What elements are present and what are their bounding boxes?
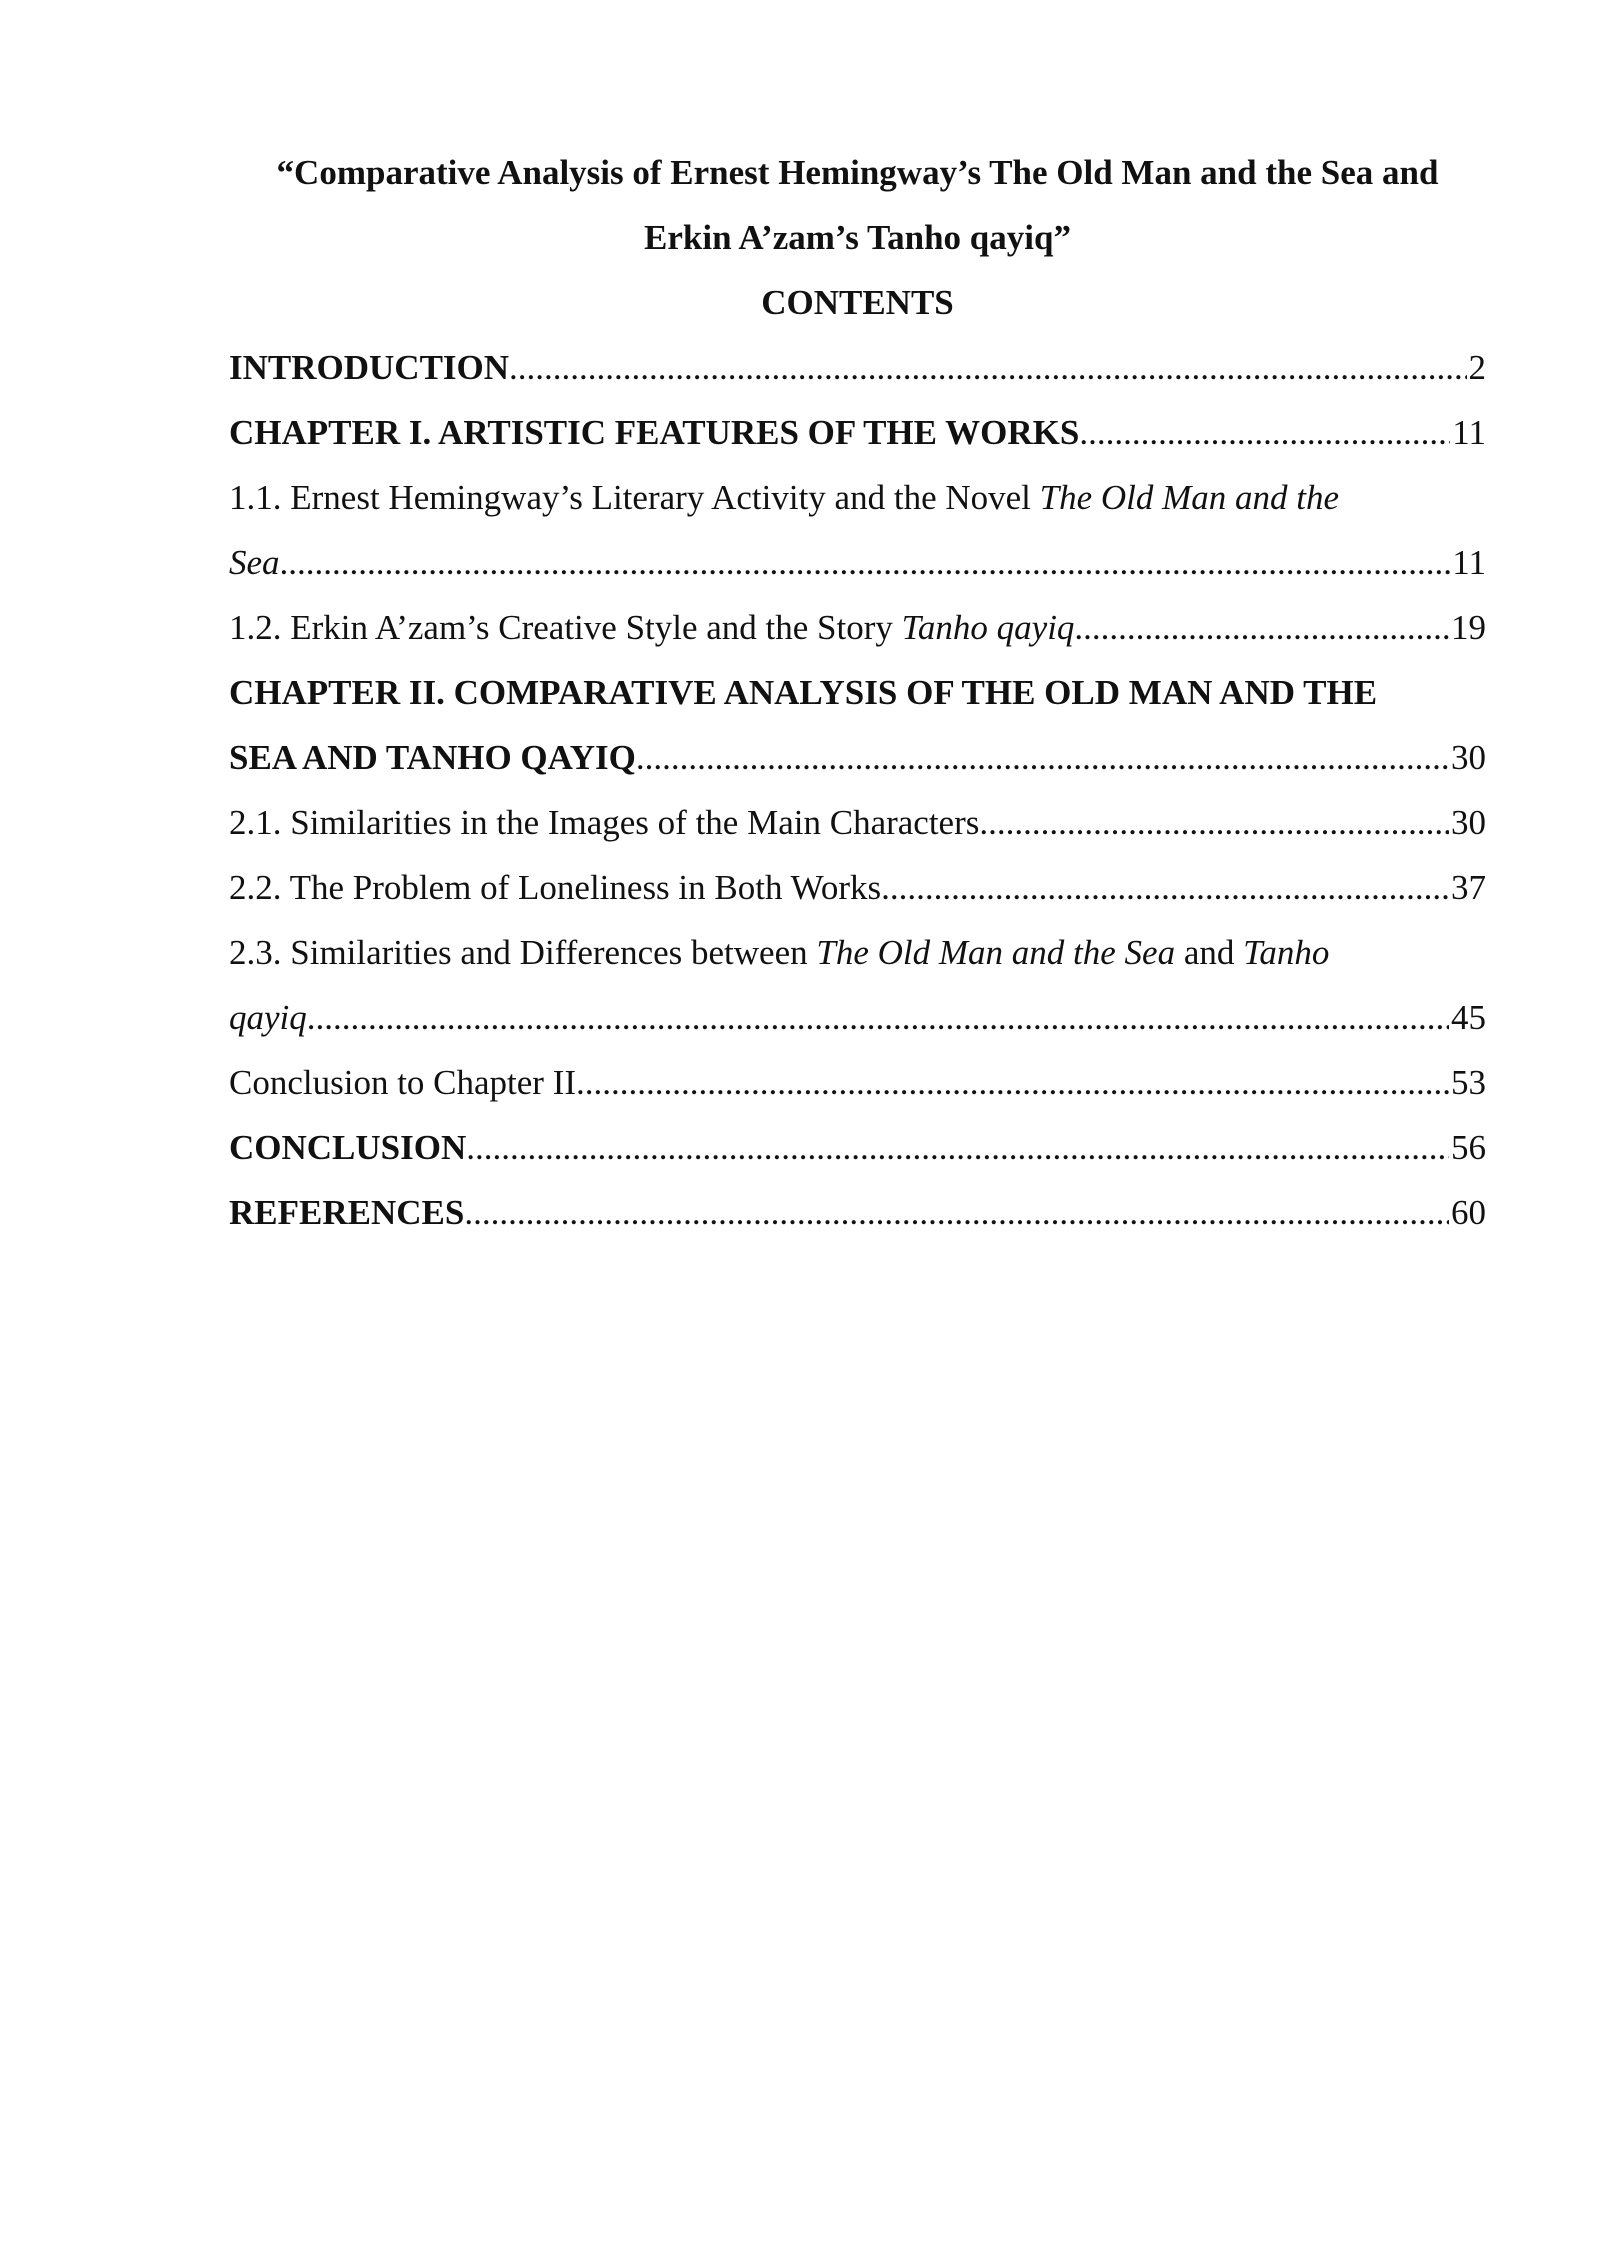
toc-entry-label: 1.1. Ernest Hemingway’s Literary Activity and the Novel bbox=[229, 478, 1040, 517]
table-of-contents bbox=[229, 335, 1486, 1245]
toc-entry-chapter-1[interactable] bbox=[229, 400, 1486, 465]
toc-page-number: 56 bbox=[1451, 1128, 1486, 1167]
toc-entry-section-2-3[interactable] bbox=[229, 920, 1486, 1050]
toc-entry-conclusion-chapter-2[interactable] bbox=[229, 1050, 1486, 1115]
dot-leader bbox=[464, 1180, 1449, 1245]
toc-page-number: 2 bbox=[1468, 348, 1486, 387]
toc-entry-italic-title: Sea bbox=[229, 543, 280, 582]
toc-entry-section-2-1[interactable] bbox=[229, 790, 1486, 855]
toc-entry-italic-title: Tanho qayiq bbox=[901, 608, 1075, 647]
dot-leader bbox=[280, 530, 1451, 595]
toc-entry-first-line bbox=[229, 920, 1486, 985]
toc-page-number: 19 bbox=[1451, 608, 1486, 647]
toc-entry-section-1-2[interactable] bbox=[229, 595, 1486, 660]
toc-page-number: 11 bbox=[1452, 413, 1486, 452]
dot-leader bbox=[466, 1115, 1449, 1180]
toc-page-number: 11 bbox=[1452, 543, 1486, 582]
toc-entry-section-1-1[interactable] bbox=[229, 465, 1486, 595]
toc-page-number: 37 bbox=[1451, 868, 1486, 907]
toc-entry-references[interactable] bbox=[229, 1180, 1486, 1245]
toc-page-number: 60 bbox=[1451, 1193, 1486, 1232]
toc-page-number: 30 bbox=[1451, 803, 1486, 842]
toc-entry-label bbox=[229, 595, 1074, 660]
toc-entry-first-line bbox=[229, 465, 1486, 530]
toc-page-number: 53 bbox=[1451, 1063, 1486, 1102]
toc-page-number: 30 bbox=[1451, 738, 1486, 777]
dot-leader bbox=[979, 790, 1449, 855]
toc-entry-first-line bbox=[229, 660, 1486, 725]
document-page bbox=[229, 140, 1486, 1245]
toc-entry-italic-title: The Old Man and the Sea bbox=[816, 933, 1176, 972]
toc-entry-label: and bbox=[1175, 933, 1244, 972]
toc-entry-label: SEA AND TANHO QAYIQ bbox=[229, 738, 636, 777]
toc-entry-italic-title: The Old Man and the bbox=[1039, 478, 1340, 517]
document-title-line-2: Erkin A’zam’s Tanho qayiq” bbox=[644, 218, 1071, 257]
toc-entry-chapter-2[interactable] bbox=[229, 660, 1486, 790]
dot-leader bbox=[1079, 400, 1450, 465]
toc-entry-label: Conclusion to Chapter II bbox=[229, 1063, 577, 1102]
toc-entry-label: 2.1. Similarities in the Images of the Main Characters bbox=[229, 803, 980, 842]
document-title-line-1: “Comparative Analysis of Ernest Hemingway’s The Old Man and the Sea and bbox=[276, 153, 1439, 192]
toc-entry-label: CHAPTER II. COMPARATIVE ANALYSIS OF THE OLD MAN AND THE bbox=[229, 673, 1378, 712]
toc-entry-introduction[interactable] bbox=[229, 335, 1486, 400]
dot-leader bbox=[1074, 595, 1449, 660]
toc-entry-label: 2.3. Similarities and Differences between bbox=[229, 933, 817, 972]
dot-leader bbox=[307, 985, 1449, 1050]
toc-entry-label: 2.2. The Problem of Loneliness in Both Works bbox=[229, 868, 882, 907]
toc-entry-label-plain: 1.2. Erkin A’zam’s Creative Style and the Story bbox=[229, 608, 902, 647]
toc-page-number: 45 bbox=[1451, 998, 1486, 1037]
toc-entry-label: INTRODUCTION bbox=[229, 348, 510, 387]
dot-leader bbox=[509, 335, 1466, 400]
toc-entry-italic-title: Tanho bbox=[1243, 933, 1330, 972]
toc-entry-label: CHAPTER I. ARTISTIC FEATURES OF THE WORKS bbox=[229, 413, 1080, 452]
dot-leader bbox=[881, 855, 1449, 920]
contents-heading: CONTENTS bbox=[761, 283, 954, 322]
toc-entry-label: CONCLUSION bbox=[229, 1128, 467, 1167]
toc-entry-label: REFERENCES bbox=[229, 1193, 465, 1232]
toc-entry-conclusion[interactable] bbox=[229, 1115, 1486, 1180]
dot-leader bbox=[576, 1050, 1449, 1115]
dot-leader bbox=[636, 725, 1449, 790]
toc-entry-section-2-2[interactable] bbox=[229, 855, 1486, 920]
toc-entry-italic-title: qayiq bbox=[229, 998, 307, 1037]
